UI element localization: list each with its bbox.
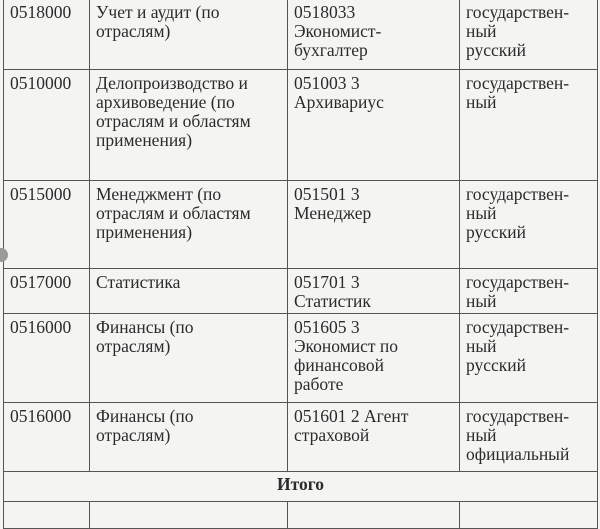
specialty-name-cell: Финансы (по отраслям) <box>90 314 288 403</box>
language-cell: государствен- ный <box>460 70 598 181</box>
qualification-cell: 051003 3 Архивариус <box>288 70 460 181</box>
empty-cell <box>460 502 598 529</box>
empty-cell <box>288 502 460 529</box>
specialty-name-cell: Менеджмент (по отраслям и областям применения) <box>90 181 288 269</box>
qualification-cell: 051701 3 Статистик <box>288 269 460 314</box>
specialty-code-cell: 0518000 <box>4 0 90 70</box>
specialty-code-cell: 0516000 <box>4 314 90 403</box>
total-row <box>4 472 598 502</box>
qualification-cell: 051501 3 Менеджер <box>288 181 460 269</box>
specialty-code-cell: 0516000 <box>4 403 90 472</box>
empty-cell <box>4 502 90 529</box>
specialty-name-cell: Делопроизводство и архивоведение (по отраслям и областям применения) <box>90 70 288 181</box>
table-row <box>4 269 598 314</box>
language-cell: государствен- ный русский <box>460 314 598 403</box>
specialties-table <box>3 0 598 529</box>
qualification-cell: 0518033 Экономист- бухгалтер <box>288 0 460 70</box>
total-label: Итого <box>4 472 598 502</box>
table-row <box>4 70 598 181</box>
empty-cell <box>90 502 288 529</box>
language-cell: государствен- ный русский <box>460 0 598 70</box>
table-row <box>4 502 598 529</box>
table-row <box>4 0 598 70</box>
language-cell: государствен- ный <box>460 269 598 314</box>
specialty-code-cell: 0510000 <box>4 70 90 181</box>
language-cell: государствен- ный официальный <box>460 403 598 472</box>
language-cell: государствен- ный русский <box>460 181 598 269</box>
qualification-cell: 051601 2 Агент страховой <box>288 403 460 472</box>
specialty-name-cell: Финансы (по отраслям) <box>90 403 288 472</box>
specialty-code-cell: 0515000 <box>4 181 90 269</box>
specialty-code-cell: 0517000 <box>4 269 90 314</box>
specialty-name-cell: Учет и аудит (по отраслям) <box>90 0 288 70</box>
qualification-cell: 051605 3 Экономист по финансовой работе <box>288 314 460 403</box>
table-row <box>4 403 598 472</box>
specialty-name-cell: Статистика <box>90 269 288 314</box>
table-row <box>4 314 598 403</box>
table-row <box>4 181 598 269</box>
